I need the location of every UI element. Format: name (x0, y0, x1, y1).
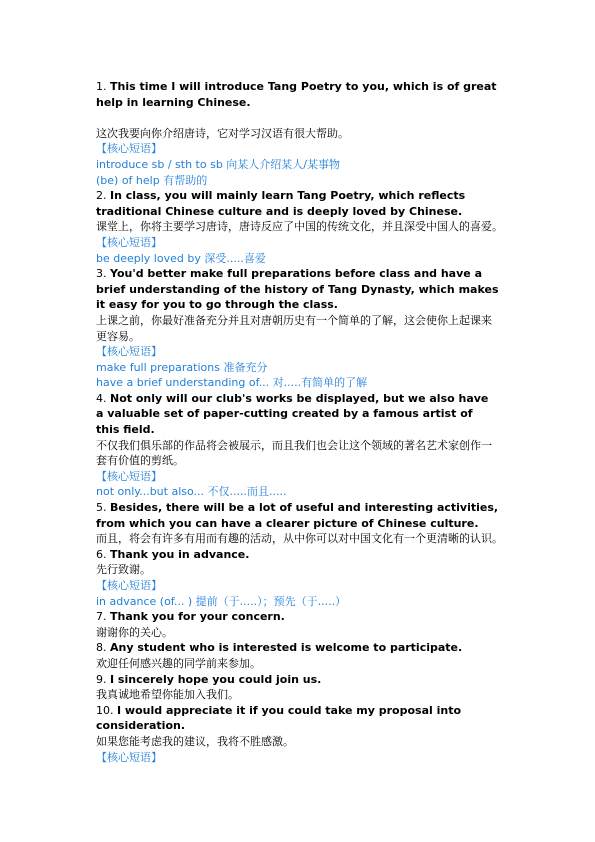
key-phrase-header: 【核心短语】 (96, 142, 162, 156)
english-line (96, 79, 516, 95)
sentence-item-3 (96, 266, 516, 391)
chinese-translation: 先行致谢。 (96, 563, 151, 577)
sentence-number: 10. (96, 703, 114, 717)
chinese-translation: 我真诚地希望你能加入我们。 (96, 688, 239, 702)
english-line (96, 266, 516, 282)
english-line (96, 703, 516, 719)
sentence-number: 3. (96, 267, 107, 281)
key-phrase-header: 【核心短语】 (96, 345, 162, 359)
document-content (96, 79, 516, 765)
english-line (96, 188, 516, 204)
sentence-number: 6. (96, 547, 107, 561)
english-sentence-text: help in learning Chinese. (96, 95, 251, 109)
sentence-item-4 (96, 391, 516, 500)
chinese-translation: 不仅我们俱乐部的作品将会被展示，而且我们也会让这个领域的著名艺术家创作一 (96, 438, 492, 452)
key-phrase: not only...but also... 不仅.....而且..... (96, 485, 287, 499)
key-phrase: (be) of help 有帮助的 (96, 173, 208, 187)
sentence-number: 4. (96, 391, 107, 405)
sentence-number: 9. (96, 672, 107, 686)
english-sentence-text: This time I will introduce Tang Poetry to you, which is of great (110, 80, 497, 93)
sentence-item-8 (96, 640, 516, 671)
english-line (96, 547, 516, 563)
english-line (96, 609, 516, 625)
english-sentence-text: Besides, there will be a lot of useful and interesting activities, (110, 501, 499, 515)
key-phrase: introduce sb / sth to sb 向某人介绍某人/某事物 (96, 157, 340, 171)
english-line (96, 500, 516, 516)
english-line (96, 672, 516, 688)
sentence-item-7 (96, 609, 516, 640)
key-phrase-header: 【核心短语】 (96, 750, 162, 764)
english-sentence-text: Thank you for your concern. (110, 610, 285, 624)
key-phrase: have a brief understanding of... 对.....有简单的了解 (96, 376, 368, 390)
english-sentence-text: it easy for you to go through the class. (96, 298, 338, 312)
english-sentence-text: this field. (96, 423, 155, 437)
sentence-number: 1. (96, 80, 107, 93)
key-phrase-header: 【核心短语】 (96, 469, 162, 483)
english-sentence-text: Thank you in advance. (110, 547, 250, 561)
key-phrase-header: 【核心短语】 (96, 235, 162, 249)
english-sentence-text: I would appreciate it if you could take my proposal into (117, 703, 462, 717)
english-sentence-text: I sincerely hope you could join us. (110, 672, 322, 686)
sentence-number: 7. (96, 610, 107, 624)
chinese-translation: 如果您能考虑我的建议，我将不胜感激。 (96, 734, 294, 748)
sentence-item-9 (96, 672, 516, 703)
english-sentence-text: You'd better make full preparations before class and have a (110, 267, 482, 281)
chinese-translation: 上课之前，你最好准备充分并且对唐朝历史有一个简单的了解，这会使你上起课来 (96, 313, 492, 327)
sentence-number: 2. (96, 189, 107, 203)
english-sentence-text: from which you can have a clearer picture of Chinese culture. (96, 516, 479, 530)
chinese-translation: 而且，将会有许多有用而有趣的活动，从中你可以对中国文化有一个更清晰的认识。 (96, 532, 503, 546)
chinese-translation: 欢迎任何感兴趣的同学前来参加。 (96, 656, 261, 670)
chinese-translation: 这次我要向你介绍唐诗，它对学习汉语有很大帮助。 (96, 126, 349, 140)
sentence-item-6 (96, 547, 516, 609)
sentence-item-10 (96, 703, 516, 765)
english-line (96, 640, 516, 656)
chinese-translation: 套有价值的剪纸。 (96, 454, 184, 468)
key-phrase: be deeply loved by 深受.....喜爱 (96, 251, 266, 265)
english-sentence-text: In class, you will mainly learn Tang Poetry, which reflects (110, 189, 466, 203)
chinese-translation: 课堂上，你将主要学习唐诗，唐诗反应了中国的传统文化，并且深受中国人的喜爱。 (96, 220, 503, 234)
blank-line (96, 110, 516, 126)
sentence-number: 8. (96, 641, 107, 655)
english-sentence-text: a valuable set of paper-cutting created by a famous artist of (96, 407, 473, 421)
chinese-translation: 谢谢你的关心。 (96, 625, 173, 639)
english-sentence-text: Not only will our club's works be displayed, but we also have (110, 391, 489, 405)
english-sentence-text: consideration. (96, 719, 186, 733)
sentence-item-5 (96, 500, 516, 547)
english-sentence-text: brief understanding of the history of Tang Dynasty, which makes (96, 282, 499, 296)
english-line (96, 391, 516, 407)
sentence-item-1 (96, 79, 516, 188)
sentence-number: 5. (96, 501, 107, 515)
chinese-translation: 更容易。 (96, 329, 140, 343)
english-sentence-text: traditional Chinese culture and is deeply loved by Chinese. (96, 204, 463, 218)
english-sentence-text: Any student who is interested is welcome to participate. (110, 641, 463, 655)
key-phrase-header: 【核心短语】 (96, 579, 162, 592)
sentence-item-2 (96, 188, 516, 266)
key-phrase: in advance (of... ) 提前（于.....）；预先（于.....） (96, 594, 347, 608)
key-phrase: make full preparations 准备充分 (96, 360, 268, 374)
